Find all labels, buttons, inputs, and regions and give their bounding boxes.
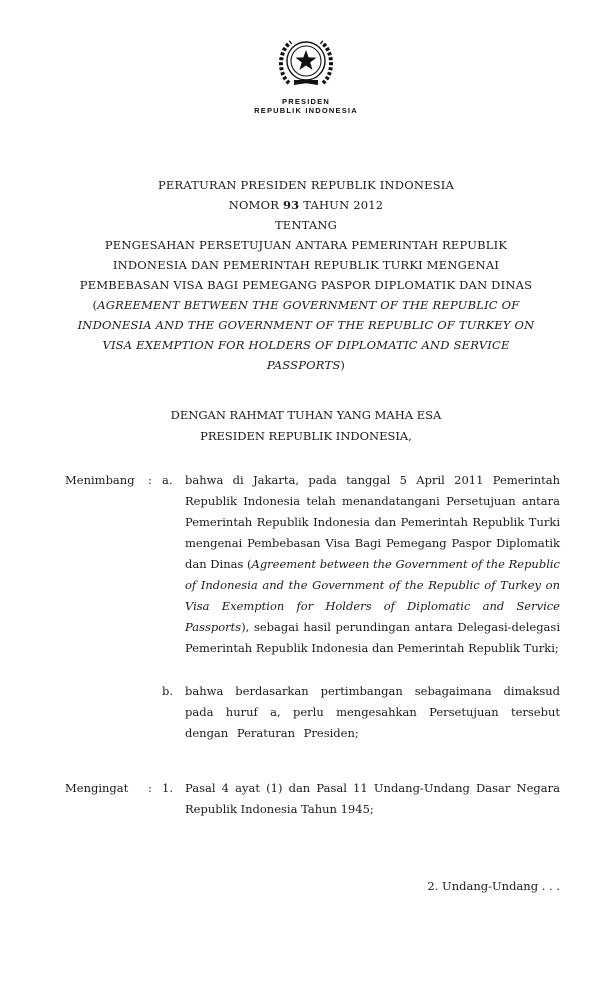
menimbang-label: Menimbang [65, 473, 135, 487]
nomor-tahun: TAHUN 2012 [303, 198, 384, 212]
tentang-label: TENTANG [274, 218, 338, 232]
rahmat-line: DENGAN RAHMAT TUHAN YANG MAHA ESA [170, 408, 442, 422]
item-text-italic: Agreement between the Government of the Republic of Indonesia and the Government of the Republic of Turkey on Visa Exemption for Holders of Diplomatic and Service Passports [185, 557, 560, 634]
presidential-seal-icon [274, 34, 338, 92]
catchword: 2. Undang-Undang . . . [427, 879, 560, 893]
item-marker: b. [162, 684, 174, 698]
nomor-value: 93 [282, 198, 300, 212]
item-text [185, 681, 560, 744]
item-text: Pasal 4 ayat (1) dan Pasal 11 Undang-Undang Dasar Negara Republik Indonesia Tahun 1945; [185, 781, 560, 816]
mengingat-label: Mengingat [65, 781, 129, 795]
nomor-label: NOMOR [228, 198, 280, 212]
menimbang-colon: : [148, 473, 152, 487]
item-marker: a. [162, 473, 173, 487]
subject-italic: AGREEMENT BETWEEN THE GOVERNMENT OF THE REPUBLIC OF INDONESIA AND THE GOVERNMENT OF THE REPUBLIC OF TURKEY ON VISA EXEMPTION FOR HOLDERS OF DIPLOMATIC AND SERVICE PASSPORTS [77, 298, 535, 372]
item-marker: 1. [162, 781, 173, 795]
letterhead-line2: REPUBLIK INDONESIA [254, 106, 358, 115]
empty-label [65, 681, 148, 744]
regulation-subject [67, 235, 545, 375]
item-text-after: ), sebagai hasil perundingan antara Delegasi-delegasi Pemerintah Republik Indonesia dan Pemerintah Republik Turki; [185, 620, 560, 655]
regulation-title: PERATURAN PRESIDEN REPUBLIK INDONESIA [157, 178, 455, 192]
regulation-number-line [0, 195, 612, 215]
item-text-before: bahwa berdasarkan pertimbangan sebagaimana dimaksud pada huruf a, perlu mengesahkan Persetujuan tersebut dengan Peraturan Presiden; [185, 684, 560, 740]
subject-close: ) [340, 358, 346, 372]
presiden-line: PRESIDEN REPUBLIK INDONESIA, [200, 429, 412, 443]
item-text-before: bahwa di Jakarta, pada tanggal 5 April 2011 Pemerintah Republik Indonesia telah menandatangani Persetujuan antara Pemerintah Republik Indonesia dan Pemerintah Republik Turki mengenai Pembebasan Visa Bagi Pemegang Paspor Diplomatik dan Dinas ( [185, 473, 560, 571]
menimbang-item-b [65, 681, 560, 744]
subject-plain: PENGESAHAN PERSETUJUAN ANTARA PEMERINTAH REPUBLIK INDONESIA DAN PEMERINTAH REPUBLIK TURKI MENGENAI PEMBEBASAN VISA BAGI PEMEGANG PASPOR DIPLOMATIK DAN DINAS ( [79, 238, 533, 312]
empty-colon [148, 681, 162, 744]
letterhead-line1: PRESIDEN [282, 97, 330, 106]
menimbang-item-a [65, 470, 560, 659]
item-text [185, 470, 560, 659]
letterhead [0, 0, 612, 115]
mengingat-item-1 [65, 778, 560, 820]
letterhead-text [0, 97, 612, 115]
mengingat-colon: : [148, 781, 152, 795]
body-area [65, 470, 560, 820]
title-block [0, 175, 612, 375]
